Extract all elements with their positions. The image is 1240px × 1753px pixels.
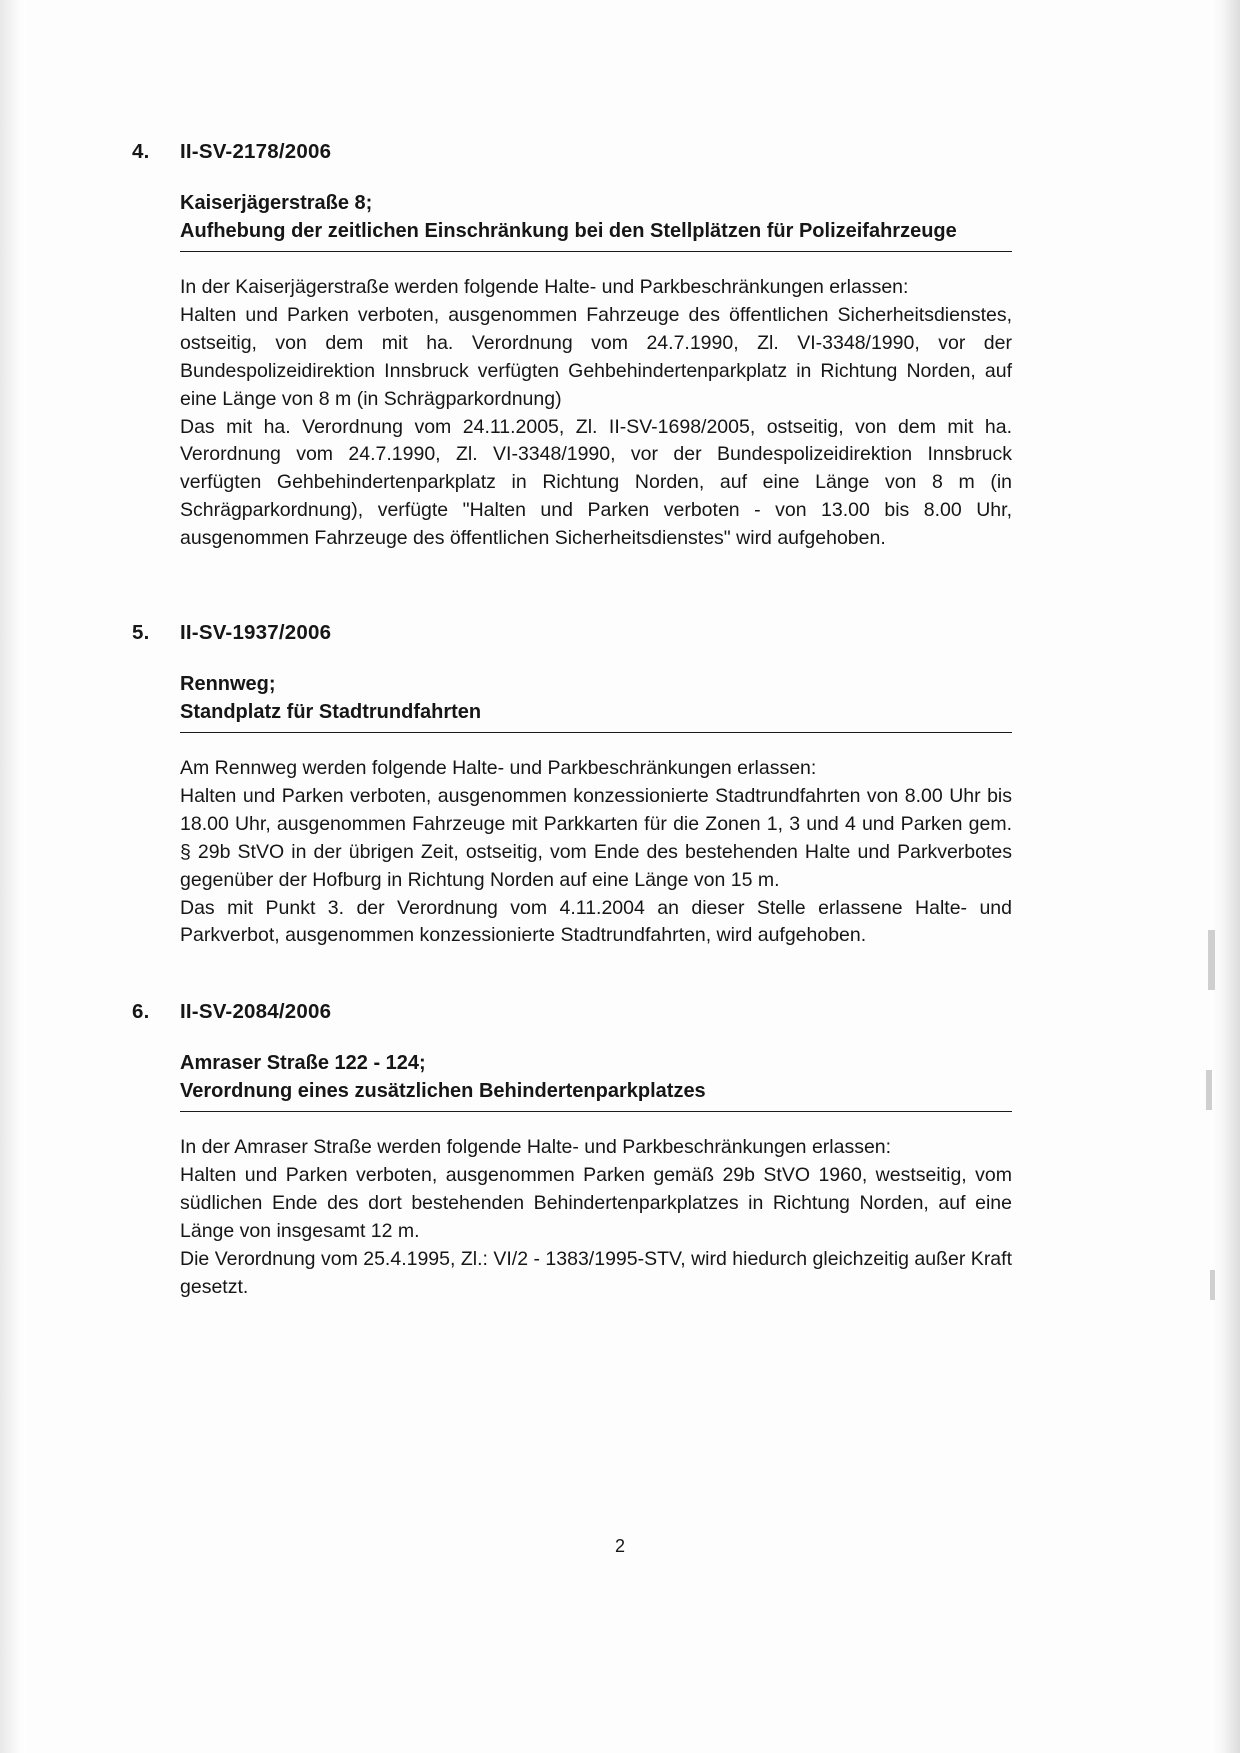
item-paragraph: Das mit ha. Verordnung vom 24.11.2005, Zl. II-SV-1698/2005, ostseitig, von dem mit ha. Verordnung vom 24.7.1990, Zl. VI-3348/1990, vor der Bundespolizeidirektion Innsbruck verfügten Gehbehindertenparkplatz in Richtung Norden, auf eine Länge von 8 m (in Schrägparkordnung), verfügte "Halten und Parken verboten - von 13.00 bis 8.00 Uhr, ausgenommen Fahrzeuge des öffentlichen Sicherheitsdienstes" wird aufgehoben. (180, 415, 1012, 550)
item-paragraph: Die Verordnung vom 25.4.1995, Zl.: VI/2 - 1383/1995-STV, wird hiedurch gleichzeitig außer Kraft gesetzt. (180, 1247, 1012, 1298)
item-subject-line2: Aufhebung der zeitlichen Einschränkung bei den Stellplätzen für Polizeifahrzeuge (180, 219, 957, 242)
item-subject (180, 671, 1012, 733)
item-paragraph: Halten und Parken verboten, ausgenommen konzessionierte Stadtrundfahrten von 8.00 Uhr bis 18.00 Uhr, ausgenommen Fahrzeuge mit Parkkarten für die Zonen 1, 3 und 4 und Parken gem. § 29b StVO in der übrigen Zeit, ostseitig, vom Ende des bestehenden Halte und Parkverbotes gegenüber der Hofburg in Richtung Norden auf eine Länge von 15 m. (180, 785, 1012, 891)
item-number: 5. (132, 620, 150, 644)
ordinance-item-5 (132, 621, 1012, 950)
item-paragraph: Halten und Parken verboten, ausgenommen Fahrzeuge des öffentlichen Sicherheitsdienstes, ostseitig, von dem mit ha. Verordnung vom 24.7.1990, Zl. VI-3348/1990, vor der Bundespolizeidirektion Innsbruck verfügten Gehbehindertenparkplatz in Richtung Norden, auf eine Länge von 8 m (in Schrägparkordnung) (180, 304, 1012, 410)
scan-speck (1210, 1270, 1215, 1300)
item-heading (132, 621, 1012, 645)
item-subject-line2: Verordnung eines zusätzlichen Behindertenparkplatzes (180, 1079, 706, 1102)
item-paragraph: In der Amraser Straße werden folgende Halte- und Parkbeschränkungen erlassen: (180, 1136, 892, 1159)
item-subject-line1: Kaiserjägerstraße 8; (180, 192, 373, 214)
item-subject-line1: Rennweg; (180, 672, 276, 695)
item-subject (180, 190, 1012, 252)
item-paragraph: Das mit Punkt 3. der Verordnung vom 4.11.2004 an dieser Stelle erlassene Halte- und Parkverbot, ausgenommen konzessionierte Stadtrundfahrten, wird aufgehoben. (180, 896, 1012, 947)
item-file-number: II-SV-2084/2006 (180, 1000, 332, 1024)
item-body (180, 1050, 1012, 1301)
section-spacer (132, 960, 1012, 1000)
page-number: 2 (614, 1536, 625, 1556)
item-body (180, 671, 1012, 950)
section-spacer (132, 563, 1012, 621)
scan-edge-left (0, 0, 26, 1753)
scan-speck (1206, 1070, 1212, 1110)
item-file-number: II-SV-1937/2006 (180, 620, 332, 644)
ordinance-item-6 (132, 1000, 1012, 1301)
item-paragraph: Halten und Parken verboten, ausgenommen Parken gemäß 29b StVO 1960, westseitig, vom südlichen Ende des dort bestehenden Behindertenparkplatzes in Richtung Norden, auf eine Länge von insgesamt 12 m. (180, 1164, 1012, 1243)
document-body (132, 140, 1012, 1312)
item-paragraph: Am Rennweg werden folgende Halte- und Parkbeschränkungen erlassen: (180, 757, 817, 780)
scan-speck (1208, 930, 1215, 990)
item-number: 6. (132, 1000, 150, 1024)
item-heading (132, 1000, 1012, 1024)
item-subject-line1: Amraser Straße 122 - 124; (180, 1052, 426, 1075)
item-paragraph: In der Kaiserjägerstraße werden folgende Halte- und Parkbeschränkungen erlassen: (180, 276, 909, 299)
item-heading (132, 140, 1012, 164)
ordinance-item-4 (132, 140, 1012, 553)
scan-edge-right (1210, 0, 1240, 1753)
item-file-number: II-SV-2178/2006 (180, 140, 332, 163)
item-subject (180, 1050, 1012, 1112)
item-body (180, 190, 1012, 553)
item-subject-line2: Standplatz für Stadtrundfahrten (180, 700, 482, 723)
item-number: 4. (132, 140, 150, 163)
